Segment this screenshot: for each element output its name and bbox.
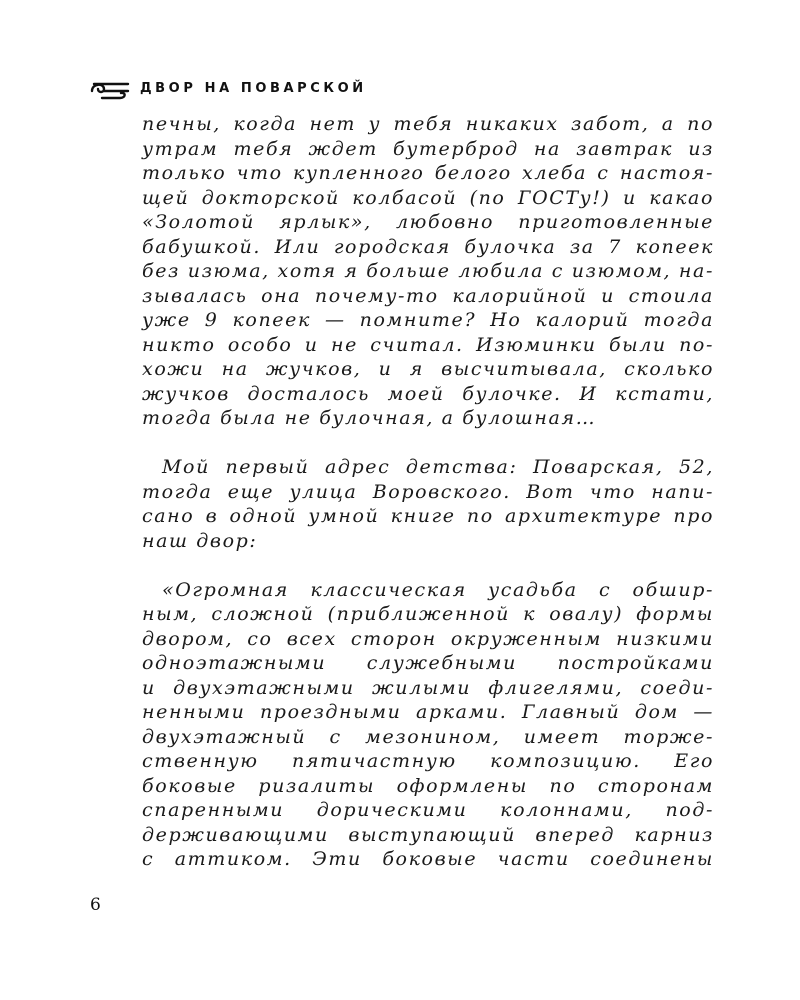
running-header [90,70,367,106]
text-line: сано в одной умной книге по архитектуре про [142,505,714,527]
paragraph-1 [142,112,714,431]
text-line: держивающими выступающий вперед карниз [142,823,714,846]
paragraph-gap [142,553,714,578]
paragraph-2 [142,455,714,553]
text-line: жучков досталось моей булочке. И кстати, [142,382,714,405]
body-text [142,112,714,872]
text-line: утрам тебя ждет бутерброд на завтрак из [142,137,714,160]
text-line: «Огромная классическая усадьба с обшир- [162,578,714,601]
text-line: двухэтажный с мезонином, имеет торже- [142,725,714,748]
text-line: ственную пятичастную композицию. Его [142,750,714,772]
text-line: тогда еще улица Воровского. Вот что напи- [142,480,714,503]
text-line: только что купленного белого хлеба с настоя- [142,162,714,184]
text-line: без изюма, хотя я больше любила с изюмом, на- [142,260,714,282]
text-line: Мой первый адрес детства: Поварская, 52, [162,456,714,478]
text-line: двором, со всех сторон окруженным низкими [142,627,714,650]
paragraph-gap [142,431,714,456]
text-line: «Золотой ярлык», любовно приготовленные [142,211,714,233]
page-number: 6 [90,895,101,915]
text-line: бабушкой. Или городская булочка за 7 копеек [142,235,714,258]
text-line: уже 9 копеек — помните? Но калорий тогда [142,309,714,331]
text-line: ным, сложной (приближенной к овалу) формы [142,603,714,625]
text-line: спаренными дорическими колоннами, под- [142,799,714,821]
text-line: щей докторской колбасой (по ГОСТу!) и какао [142,186,714,209]
text-line: боковые ризалиты оформлены по сторонам [142,774,714,797]
decorative-swirl-icon [90,71,130,105]
text-line: с аттиком. Эти боковые части соединены [142,848,714,870]
text-line: и двухэтажными жилыми флигелями, соеди- [142,676,714,699]
text-line: одноэтажными служебными постройками [142,652,714,674]
text-line: хожи на жучков, и я высчитывала, сколько [142,358,714,380]
text-line: зывалась она почему-то калорийной и стоила [142,284,714,307]
running-header-title: ДВОР НА ПОВАРСКОЙ [140,80,367,96]
text-line: наш двор: [142,529,258,552]
text-line: тогда была не булочная, а булошная… [142,407,597,429]
text-line: ненными проездными арками. Главный дом — [142,701,714,723]
text-line: печны, когда нет у тебя никаких забот, а по [142,113,714,135]
paragraph-3 [142,578,714,872]
text-line: никто особо и не считал. Изюминки были по- [142,333,714,356]
